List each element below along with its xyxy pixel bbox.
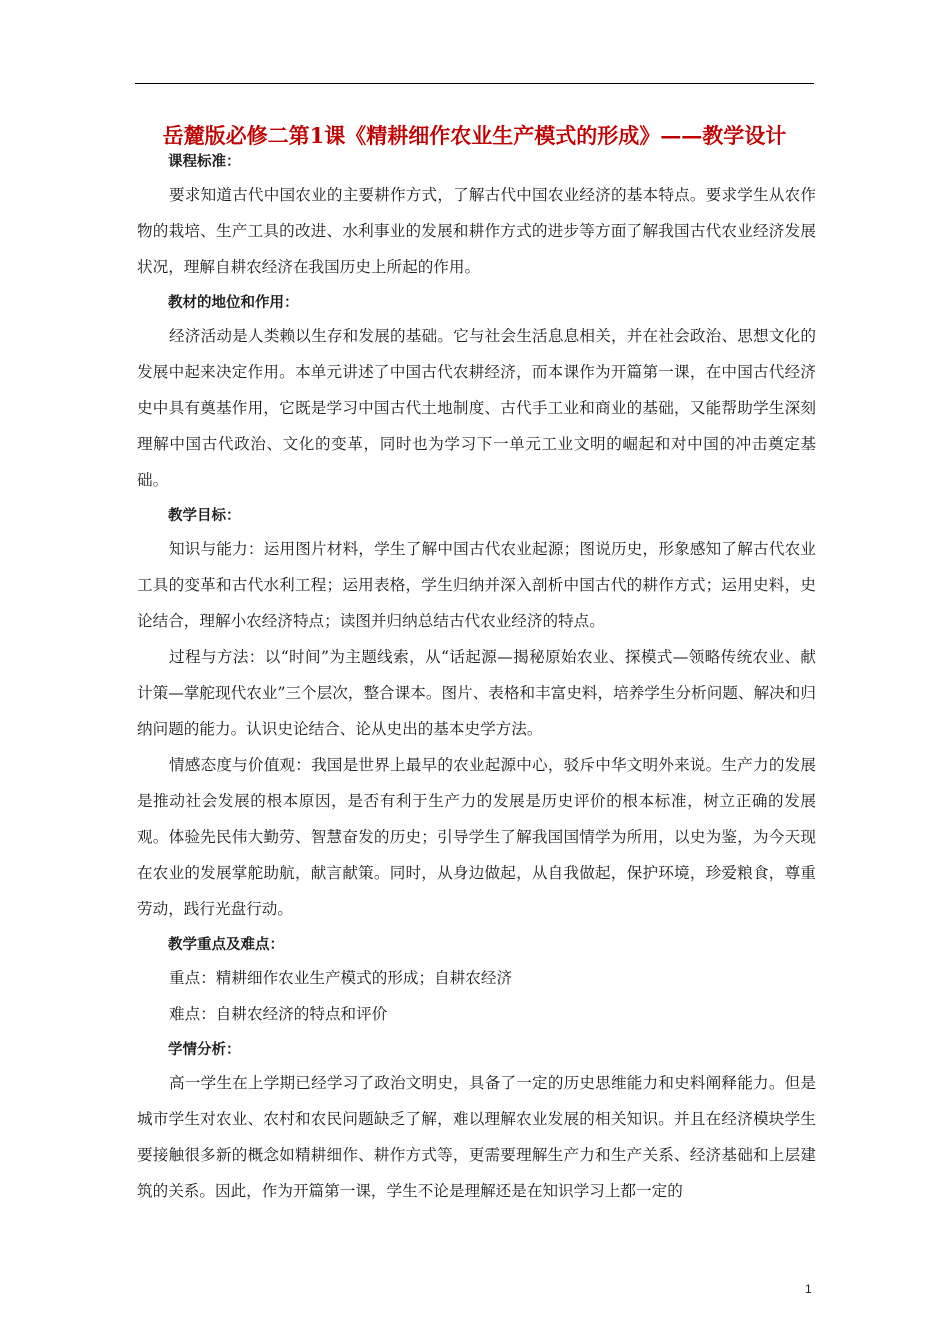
- paragraph-student-analysis: 高一学生在上学期已经学习了政治文明史，具备了一定的历史思维能力和史料阐释能力。但是城市学生对农业、农村和农民问题缺乏了解，难以理解农业发展的相关知识。并且在经济模块学生要接触很多新的概念如精耕细作、耕作方式等，更需要理解生产力和生产关系、经济基础和上层建筑的关系。因此，作为开篇第一课，学生不论是理解还是在知识学习上都一定的: [137, 1074, 816, 1200]
- header-rule: [135, 83, 814, 84]
- document-body: [137, 148, 816, 1209]
- paragraph-goal-attitude: 情感态度与价值观：我国是世界上最早的农业起源中心，驳斥中华文明外来说。生产力的发展是推动社会发展的根本原因，是否有利于生产力的发展是历史评价的根本标准，树立正确的发展观。体验先民伟大勤劳、智慧奋发的历史；引导学生了解我国国情学为所用，以史为鉴，为今天现在农业的发展掌舵助航，献言献策。同时，从身边做起，从自我做起，保护环境，珍爱粮食，尊重劳动，践行光盘行动。: [137, 756, 816, 918]
- section-heading-curriculum-standard: 课程标准：: [168, 154, 241, 170]
- paragraph-curriculum-standard: 要求知道古代中国农业的主要耕作方式，了解古代中国农业经济的基本特点。要求学生从农作物的栽培、生产工具的改进、水利事业的发展和耕作方式的进步等方面了解我国古代农业经济发展状况，理解自耕农经济在我国历史上所起的作用。: [137, 186, 816, 276]
- section-heading-textbook-role: 教材的地位和作用：: [168, 295, 299, 311]
- paragraph-focus: 重点：精耕细作农业生产模式的形成；自耕农经济: [169, 969, 513, 987]
- section-heading-student-analysis: 学情分析：: [168, 1042, 241, 1058]
- paragraph-difficulty: 难点：自耕农经济的特点和评价: [169, 1005, 388, 1023]
- document-title: 岳麓版必修二第1课《精耕细作农业生产模式的形成》——教学设计: [162, 123, 787, 148]
- page-number: 1: [805, 1282, 812, 1296]
- section-heading-key-points: 教学重点及难点：: [168, 937, 284, 953]
- section-heading-teaching-goals: 教学目标：: [168, 508, 241, 524]
- paragraph-textbook-role: 经济活动是人类赖以生存和发展的基础。它与社会生活息息相关，并在社会政治、思想文化的发展中起来决定作用。本单元讲述了中国古代农耕经济，而本课作为开篇第一课，在中国古代经济史中具有奠基作用，它既是学习中国古代土地制度、古代手工业和商业的基础，又能帮助学生深刻理解中国古代政治、文化的变革，同时也为学习下一单元工业文明的崛起和对中国的冲击奠定基础。: [137, 327, 816, 489]
- paragraph-goal-process: 过程与方法：以“时间”为主题线索，从“话起源—揭秘原始农业、探模式—领略传统农业、献计策—掌舵现代农业”三个层次，整合课本。图片、表格和丰富史料，培养学生分析问题、解决和归纳问题的能力。认识史论结合、论从史出的基本史学方法。: [137, 648, 816, 738]
- paragraph-goal-knowledge: 知识与能力：运用图片材料，学生了解中国古代农业起源；图说历史，形象感知了解古代农业工具的变革和古代水利工程；运用表格，学生归纳并深入剖析中国古代的耕作方式；运用史料，史论结合，理解小农经济特点；读图并归纳总结古代农业经济的特点。: [137, 540, 816, 630]
